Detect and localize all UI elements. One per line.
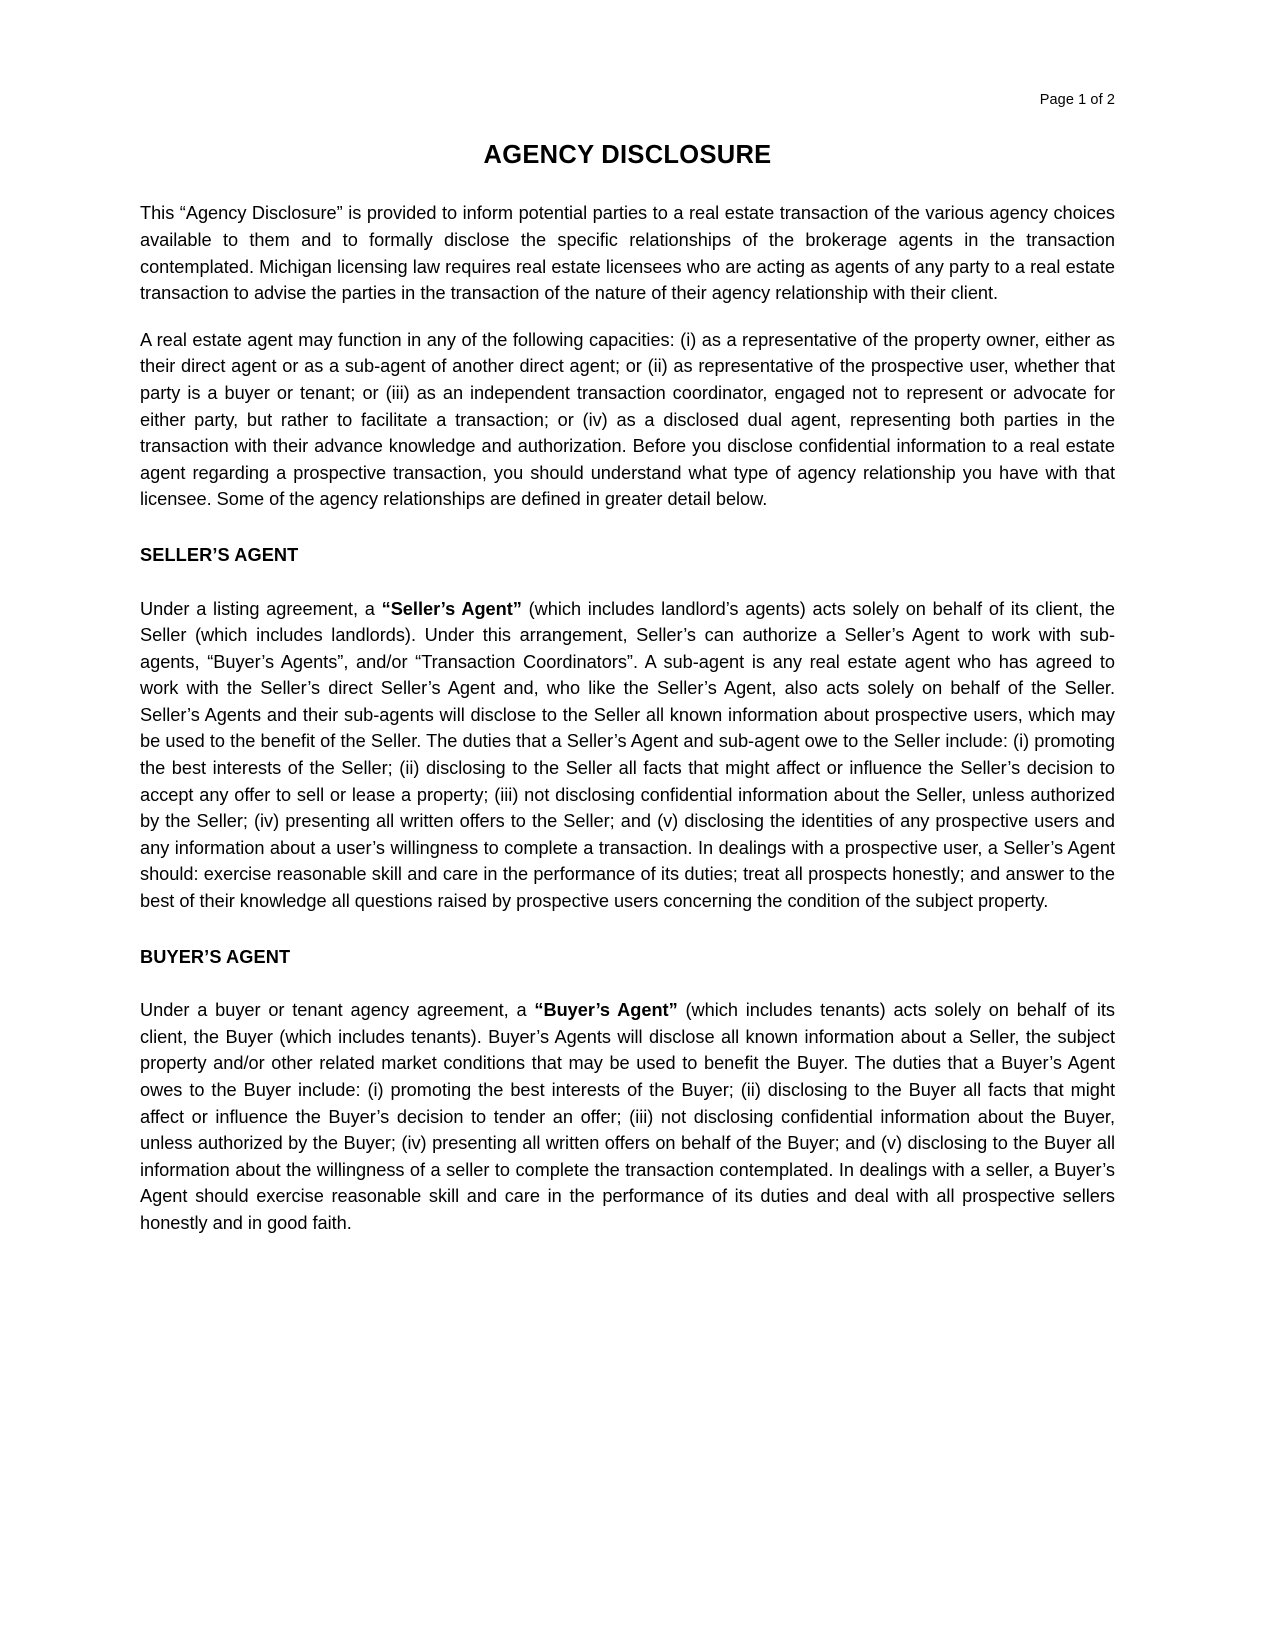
buyers-agent-text-rest: (which includes tenants) acts solely on behalf of its client, the Buyer (which includes tenants). Buyer’s Agents will disclose all known information about a Seller, the subject property and/or other related market conditions that may be used to benefit the Buyer. The duties that a Buyer’s Agent owes to the Buyer include: (i) promoting the best interests of the Buyer; (ii) disclosing to the Buyer all facts that might affect or influence the Buyer’s decision to tender an offer; (iii) not disclosing confidential information about the Buyer, unless authorized by the Buyer; (iv) presenting all written offers on behalf of the Buyer; and (v) disclosing to the Buyer all information about the willingness of a seller to complete the transaction contemplated. In dealings with a seller, a Buyer’s Agent should exercise reasonable skill and care in the performance of its duties and deal with all prospective sellers honestly and in good faith. [140, 1000, 1116, 1233]
buyers-agent-text-lead: Under a buyer or tenant agency agreement, a [140, 1000, 535, 1021]
page-content [140, 0, 1115, 1237]
spacer-after-buyers-heading [140, 970, 1115, 997]
spacer-before-sellers-heading [140, 513, 1115, 542]
spacer-paragraph [140, 307, 1115, 327]
section-heading-buyers-agent: BUYER’S AGENT [140, 946, 291, 967]
spacer-title [140, 170, 1115, 200]
spacer-before-buyers-heading [140, 915, 1115, 944]
buyers-agent-defined-term: “Buyer’s Agent” [534, 1000, 678, 1021]
sellers-agent-text-rest: (which includes landlord’s agents) acts solely on behalf of its client, the Seller (which includes landlords). Under this arrangement, Seller’s can authorize a Seller’s Agent to work with sub-agents, “Buyer’s Agents”, and/or “Transaction Coordinators”. A sub-agent is any real estate agent who has agreed to work with the Seller’s direct Seller’s Agent and, who like the Seller’s Agent, also acts solely on behalf of the Seller. Seller’s Agents and their sub-agents will disclose to the Seller all known information about prospective users, which may be used to the benefit of the Seller. The duties that a Seller’s Agent and sub-agent owe to the Seller include: (i) promoting the best interests of the Seller; (ii) disclosing to the Seller all facts that might affect or influence the Seller’s decision to accept any offer to sell or lease a property; (iii) not disclosing confidential information about the Seller, unless authorized by the Seller; (iv) presenting all written offers to the Seller; and (v) disclosing the identities of any prospective users and any information about a user’s willingness to complete a transaction. In dealings with a prospective user, a Seller’s Agent should: exercise reasonable skill and care in the performance of its duties; treat all prospects honestly; and answer to the best of their knowledge all questions raised by prospective users concerning the condition of the subject property. [140, 598, 1115, 912]
sellers-agent-defined-term: “Seller’s Agent” [381, 598, 522, 619]
document-title: AGENCY DISCLOSURE [483, 141, 772, 170]
sellers-agent-paragraph [140, 596, 1115, 915]
page-number-label: Page 1 of 2 [1039, 92, 1115, 108]
intro-paragraph-2: A real estate agent may function in any of the following capacities: (i) as a representative of the property owner, either as their direct agent or as a sub-agent of another direct agent; or (ii) as representative of the prospective user, whether that party is a buyer or tenant; or (iii) as an independent transaction coordinator, engaged not to represent or advocate for either party, but rather to facilitate a transaction; or (iv) as a disclosed dual agent, representing both parties in the transaction with their advance knowledge and authorization. Before you disclose confidential information to a real estate agent regarding a prospective transaction, you should understand what type of agency relationship you have with that licensee. Some of the agency relationships are defined in greater detail below. [140, 329, 1115, 510]
intro-paragraph-1: This “Agency Disclosure” is provided to inform potential parties to a real estate transaction of the various agency choices available to them and to formally disclose the specific relationships of the brokerage agents in the transaction contemplated. Michigan licensing law requires real estate licensees who are acting as agents of any party to a real estate transaction to advise the parties in the transaction of the nature of their agency relationship with their client. [140, 203, 1115, 304]
section-heading-sellers-agent: SELLER’S AGENT [140, 544, 299, 565]
buyers-agent-paragraph [140, 997, 1115, 1236]
sellers-agent-text-lead: Under a listing agreement, a [140, 598, 382, 619]
spacer-after-sellers-heading [140, 569, 1115, 596]
